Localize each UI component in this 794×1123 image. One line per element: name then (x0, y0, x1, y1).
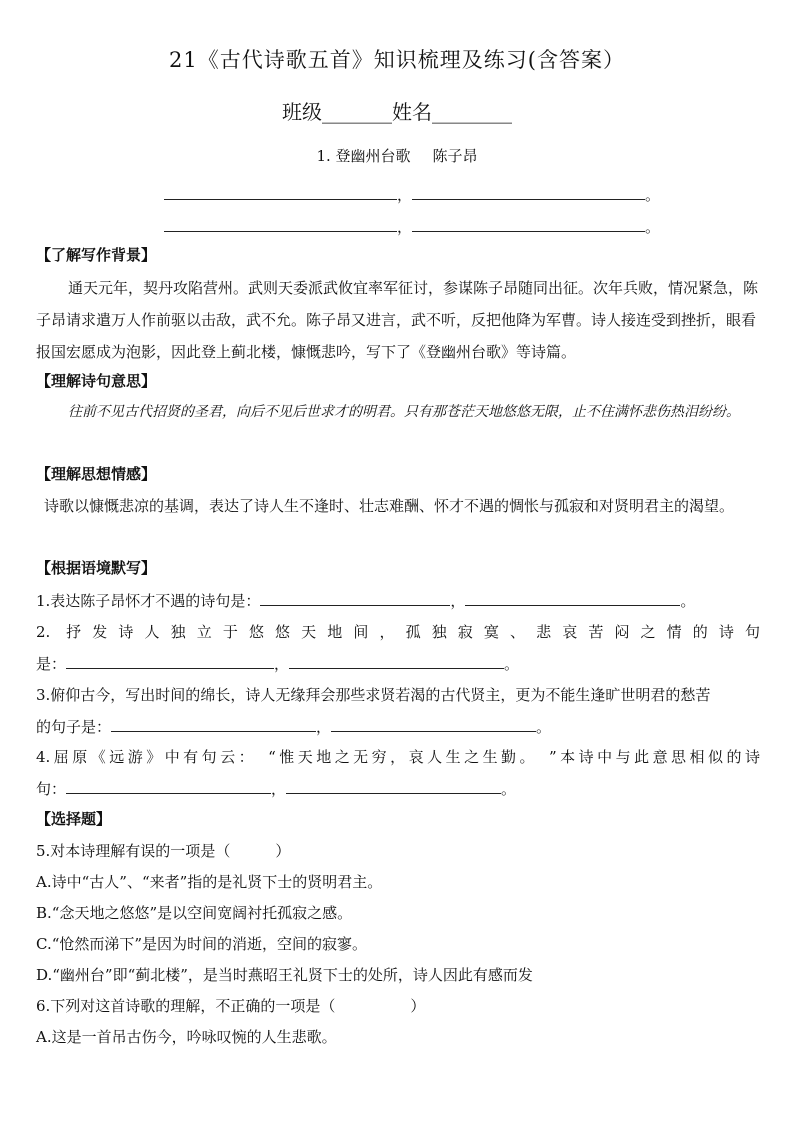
answer-blank[interactable] (111, 718, 316, 732)
choice-heading: 【选择题】 (36, 810, 112, 828)
answer-blank[interactable] (260, 592, 450, 606)
question-text: 句： (36, 780, 67, 798)
poem-blank[interactable] (412, 217, 645, 232)
choice-question-6: 6.下列对这首诗歌的理解，不正确的一项是（ ） (36, 997, 426, 1015)
recite-question-2: 2. 抒发诗人独立于悠悠天地间，孤独寂寞、悲哀苦闷之情的诗句 (36, 623, 760, 641)
recite-question-4: 4.屈原《远游》中有句云： “惟天地之无穷，哀人生之生勤。 ”本诗中与此意思相似的诗 (36, 748, 760, 766)
comma: ， (397, 218, 413, 236)
answer-blank[interactable] (66, 655, 274, 669)
period: 。 (680, 592, 696, 610)
class-label: 班级 (282, 100, 322, 124)
answer-blank[interactable] (66, 780, 271, 794)
poem-author: 陈子昂 (432, 147, 478, 165)
period: 。 (501, 780, 517, 798)
name-blank[interactable]: ________ (432, 100, 512, 124)
period: 。 (645, 218, 661, 236)
poem-blank[interactable] (164, 217, 397, 232)
period: 。 (645, 186, 661, 204)
poem-blank-row-1 (164, 184, 660, 205)
question-text: 的句子是： (36, 718, 112, 736)
question-text: 1.表达陈子昂怀才不遇的诗句是： (36, 592, 261, 610)
recite-heading: 【根据语境默写】 (36, 559, 157, 577)
comma: ， (397, 186, 413, 204)
meaning-text: 往前不见古代招贤的圣君，向后不见后世求才的明君。只有那苍茫天地悠悠无限，止不住满怀悲伤热泪纷纷。 (68, 404, 740, 420)
poem-title: 1. 登幽州台歌 (316, 147, 411, 165)
emotion-heading: 【理解思想情感】 (36, 465, 157, 483)
recite-question-3-answer (36, 716, 760, 737)
background-heading: 【了解写作背景】 (36, 246, 157, 264)
emotion-text: 诗歌以慷慨悲凉的基调，表达了诗人生不逢时、壮志难酬、怀才不遇的惆怅与孤寂和对贤明君主的渴望。 (44, 497, 735, 515)
choice-option-b[interactable]: B.“念天地之悠悠”是以空间宽阔衬托孤寂之感。 (36, 904, 353, 922)
choice-option-c[interactable]: C.“怆然而涕下”是因为时间的消逝，空间的寂寥。 (36, 935, 368, 953)
class-blank[interactable]: _______ (322, 100, 392, 124)
recite-question-3: 3.俯仰古今，写出时间的绵长，诗人无缘拜会那些求贤若渴的古代贤主，更为不能生逢旷世明君的愁苦 (36, 686, 711, 704)
background-text: 通天元年，契丹攻陷营州。武则天委派武攸宜率军征讨，参谋陈子昂随同出征。次年兵败，情况紧急，陈子昂请求遣万人作前驱以击敌，武不允。陈子昂又进言，武不听，反把他降为军曹。诗人接连受到挫折，眼看报国宏愿成为泡影，因此登上蓟北楼，慷慨悲吟，写下了《登幽州台歌》等诗篇。 (36, 279, 759, 361)
choice-option-d[interactable]: D.“幽州台”即“蓟北楼”，是当时燕昭王礼贤下士的处所，诗人因此有感而发 (36, 966, 533, 984)
poem-blank[interactable] (412, 185, 645, 200)
comma: ， (274, 655, 290, 673)
answer-blank[interactable] (465, 592, 680, 606)
poem-blank-row-2 (164, 216, 660, 237)
recite-question-4-answer (36, 778, 760, 799)
answer-blank[interactable] (286, 780, 501, 794)
choice-question-5: 5.对本诗理解有误的一项是（ ） (36, 842, 291, 860)
comma: ， (316, 718, 332, 736)
class-name-line (0, 96, 794, 125)
poem-blank[interactable] (164, 185, 397, 200)
period: 。 (536, 718, 552, 736)
answer-blank[interactable] (289, 655, 504, 669)
comma: ， (271, 780, 287, 798)
page-title: 21《古代诗歌五首》知识梳理及练习(含答案） (169, 48, 625, 72)
name-label: 姓名 (392, 100, 432, 124)
comma: ， (450, 592, 466, 610)
poem-heading (0, 145, 794, 166)
choice-option-a[interactable]: A.诗中“古人”、“来者”指的是礼贤下士的贤明君主。 (36, 873, 383, 891)
recite-question-1 (36, 590, 760, 611)
answer-blank[interactable] (331, 718, 536, 732)
question-text: 是： (36, 655, 67, 673)
meaning-heading: 【理解诗句意思】 (36, 372, 157, 390)
period: 。 (504, 655, 520, 673)
choice-option-a[interactable]: A.这是一首吊古伤今，吟咏叹惋的人生悲歌。 (36, 1028, 337, 1046)
recite-question-2-answer (36, 653, 760, 674)
